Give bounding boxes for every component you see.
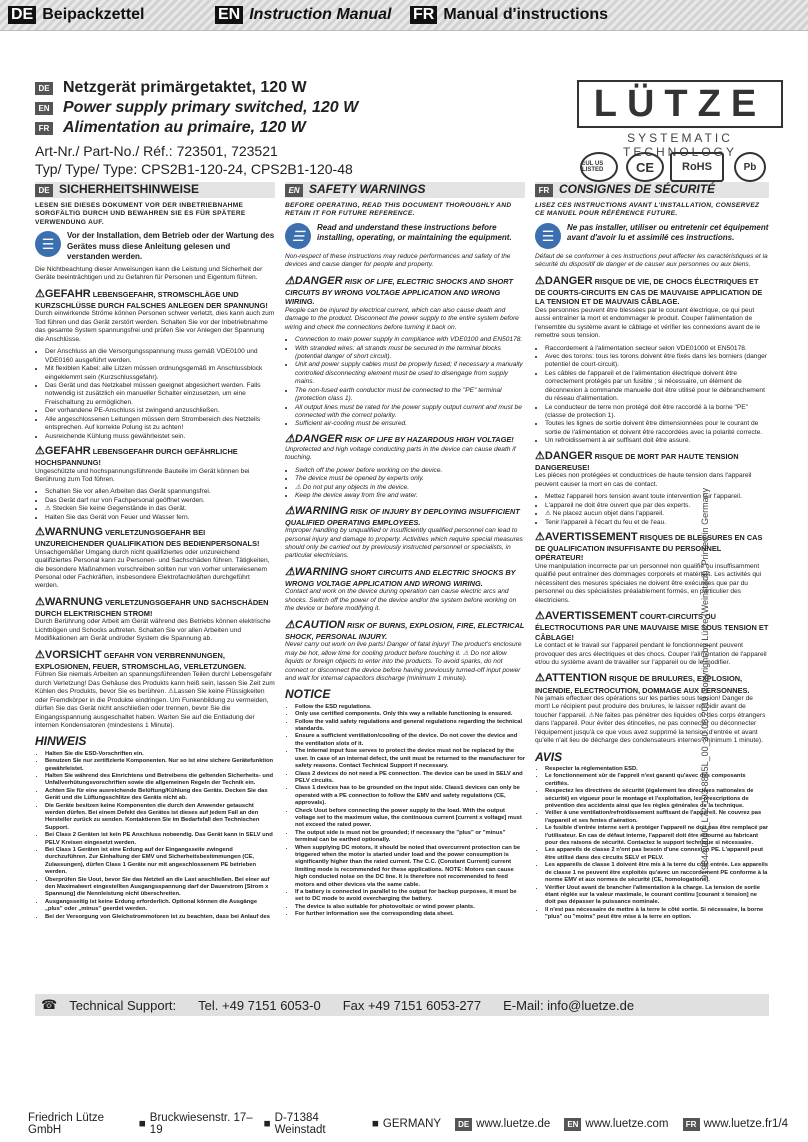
support-email[interactable]: E-Mail: info@luetze.de [503,997,635,1013]
hazard-5-fr: ⚠ATTENTION RISQUE DE BRULURES, EXPLOSION, INCENDIE, ELECTROCUTION, DOMMAGE AUX PERSONNES. [535,672,750,695]
hazard-2-fr: ⚠DANGER RISQUE DE MORT PAR HAUTE TENSION DANGEREUSE! [535,449,739,472]
warning-triangle-icon: ⚠ [285,432,295,445]
warning-triangle-icon: ⚠ [535,274,545,287]
hazard-3-fr: ⚠AVERTISSEMENT RISQUES DE BLESSURES EN CAS DE QUALIFICATION INSUFFISANTE DU PERSONNEL OPÉRATEUR! [535,530,763,563]
hazard-4-en: ⚠WARNING SHORT CIRCUITS AND ELECTRIC SHOCKS BY WRONG VOLTAGE APPLICATION AND WRONG WIRING. [285,565,516,588]
support-fax: Fax +49 7151 6053-277 [342,997,482,1013]
list-fr-1: • Raccordement à l'alimentation secteur selon VDE01000 et EN50178. • Avec des torons: tous les torons doivent être fixés dans les borniers (danger potentiel de court-circuit). • Les câbles de l'appareil et de l'alimentation électrique doivent être correctement protégés par un fusible ; si nécessaire, un élément de déconnexion à commande manuelle doit être utilisé pour le débranchement du réseau d'alimentation. • Le conducteur de terre non protégé doit être raccordé à la borne "PE" (classe de protection 1). • Toutes les lignes de sortie doivent être dimensionnées pour le courant de sortie de l'alimentation et doivent être raccordées avec la polarité correcte. • Un refroidissement à air suffisant doit être assuré. [535,345,769,446]
warning-triangle-icon: ⚠ [285,274,295,287]
read-manual-icon: ☰ [285,223,311,249]
warning-triangle-icon: ⚠ [35,445,45,457]
support-phone: Tel. +49 7151 6053-0 [198,997,321,1013]
title-en: EN Power supply primary switched, 120 W [35,98,535,118]
read-instructions-de: ☰ Vor der Installation, dem Betrieb oder der Wartung des Gerätes muss diese Anleitung gelesen und verstanden werden. [35,231,275,262]
logo-tagline: SYSTEMATIC TECHNOLOGY [622,131,737,159]
read-manual-icon: ☰ [535,223,561,249]
column-fr: FR CONSIGNES DE SÉCURITÉ LISEZ CES INSTRUCTIONS AVANT L'INSTALLATION, CONSERVEZ CE MANUEL POUR RÉFÉRENCE FUTURE. ☰ Ne pas installer, utiliser ou entretenir cet équipement avant d'avoir lu et assimilé ces instructions. Défaut de se conformer à ces instructions peut affecter les caractéristiques et la sécurité du dispositif de danger et de causer aux personnes ou aux biens. ⚠DANGER RISQUE DE VIE, DE CHOCS ÉLECTRIQUES ET DE COURTS-CIRCUITS EN CAS DE MAUVAISE APPLICATION DE LA TENSION ET DE MAUVAIS CÂBLAGE. Des personnes peuvent être blessées par le courant électrique, ce qui peut aussi entraîner la mort et endommager le produit. Couper l'alimentation de l'ensemble du système avant le câblage et vérifier les connexions avant de le remettre sous tension. • Raccordement à l'alimentation secteur selon VDE01000 et EN50178. • Avec des torons: tous les torons doivent être fixés dans les borniers (danger potentiel de court-circuit). • Les câbles de l'appareil et de l'alimentation électrique doivent être correctement protégés par un fusible ; si nécessaire, un élément de déconnexion à commande manuelle doit être utilisé pour le débranchement du réseau d'alimentation. • Le conducteur de terre non protégé doit être raccordé à la borne "PE" (classe de protection 1). • Toutes les lignes de sortie doivent être dimensionnées pour le courant de sortie de l'alimentation et doivent être raccordées avec la polarité correcte. • Un refroidissement à air suffisant doit être assuré. ⚠DANGER RISQUE DE MORT PAR HAUTE TENSION DANGEREUSE! Les pièces non protégées et conductrices de haute tension dans l'appareil peuvent causer la mort en cas de contact. • Mettez l'appareil hors tension avant toute intervention sur l'appareil. • L'appareil ne doit être ouvert que par des experts. • ⚠ Ne placez aucun objet dans l'appareil. • Tenir l'appareil à l'écart du feu et de l'eau. ⚠AVERTISSEMENT RISQUES DE BLESSURES EN CAS DE QUALIFICATION INSUFFISANTE DU PERSONNEL OPÉRATEUR! Une manipulation incorrecte par un personnel non qualifié ou insuffisamment qualifié peut entraîner des dommages corporels et matériels. Les activités qui nécessitent des mesures spéciales ne doivent être exécutées que par du personnel ou des spécialistes préalablement formés, en particulier des électriciens. ⚠AVERTISSEMENT COURT-CIRCUITS OU ÉLECTROCUTIONS PAR UNE MAUVAISE MISE SOUS TENSION ET CÂBLAGE! Le contact et le travail sur l'appareil pendant le fonctionnement peuvent provoquer des arcs électriques et des chocs. Couper l'alimentation de l'appareil et/ou du système avant de travailler sur l'appareil ou de le modifier. ⚠ATTENTION RISQUE DE BRULURES, EXPLOSION, INCENDIE, ELECTROCUTION, DOMMAGE AUX PERSONNES. Ne jamais effectuer des opérations sur les parties sous tension! Danger de mort! Le récipient peut produire des brulures, le laisser refroidir avant de toucher l'appareil. ⚠Ne faites pas pénétrer des liquides ou des corps étrangers dans l'appareil. Pour éviter des étincelles, ne pas connecter ou déconnecter l'équipement jusqu'à ce que vous avez supprimé la tension d'entrée et avant qu'elle n'ait lieu de décharge des condensateurs internes (minimum 1 minute). AVIS • Respecter la réglementation ESD. • Le fonctionnement sûr de l'appreil n'est garanti qu'avec des composants certifiés. • Respectez les directives de sécurité (également les directives nationales de sécurité) en vigueur pour le montage et l'exploitation, les prescriptions de prévention des accidents ainsi que les règles générales de la technique. • Veiller à une ventilation/refroidissement suffisant de l'appareil. Ne couvrez pas l'appareil et ses fentes d'aération. • Le fusible d'entrée interne sert à protéger l'appareil ne doit pas être remplacé par l'utilisateur. En cas de défaut interne, l'appareil doit être retourné au fabricant pour des raisons de sécurité. Contactez le support technique si nécessaire. • Les appareils de classe 2 n'ont pas besoin d'une connexion PE. L'appareil peut être utilisé dans des circuits SELV et PELV. • Les appareils de classe 1 doivent être mis à la terre du côté entrée. Les appareils de classe 1 ne peuvent être exploités qu'avec un raccordement PE conforme à la norme EMV et aux normes de sécurité (CE, homologations). • Vérifier Uout avant de brancher l'alimentation à la charge. La tension de sortie étant réglée sur la valeur maximale, le courant continu [courant x tension] ne doit pas dépasser la puissance nominale. • Il n'est pas nécessaire de mettre à la terre le côté sortie. Si nécessaire, la borne "plus" ou "moins" peut être mise à la terre en option. [535,182,769,920]
ce-mark-icon: CE [626,152,664,182]
hazard-1-fr: ⚠DANGER RISQUE DE VIE, DE CHOCS ÉLECTRIQUES ET DE COURTS-CIRCUITS EN CAS DE MAUVAISE APPLICATION DE LA TENSION ET DE MAUVAIS CÂBLAGE. [535,274,763,307]
logo-wordmark: LÜTZE [577,80,783,128]
list-de-notice: • Halten Sie die ESD-Vorschriften ein. • Benutzen Sie nur zertifizierte Komponenten. Nur so ist eine sichere Gerätefunktion gewährleistet. • Halten Sie während des Einrichtens und Betreibens die geltenden Sicherheits- und Unfallverhütungsvorschriften sowie die allgemeinen Regeln der Technik ein. • Achten Sie für eine ausreichende Belüftung/Kühlung des Geräts. Decken Sie das Gerät und die Lüftungsschlitze des Geräts nicht ab. • Die Geräte besitzen keine Komponenten die durch den Anwender getauscht werden dürfen. Bei einem Defekt des Gerätes ist dieses auf jedem Fall an den Hersteller zurück zu senden. Kontaktieren Sie im Bedarfsfall den Technischen Support. • Bei Class 2 Geräten ist kein PE Anschluss notwendig. Das Gerät kann in SELV und PELV Kreisen eingesetzt werden. • Bei Class 1 Geräten ist eine Erdung auf der Eingangsseite zwingend durchzuführen. Zur Einhaltung der EMV und Sicherheitsbestimmungen (CE, Zulassungen), dürfen Class 1 Geräte nur mit angeschlossenem PE betrieben werden. • Überprüfen Sie Uout, bevor Sie das Netzteil an die Last anschließen. Bei einer auf den Maximalwert eingestellten Ausgangsspannung darf der Dauerstrom [Strom x Spannung] die Nennleistung nicht überschreiten. • Ausgangsseitig ist keine Erdung erforderlich. Optional können die Ausgänge „plus" oder „minus" geerdet werden. • Bei der Versorgung von Gleichstrommotoren ist zu beachten, dass bei Anlauf des [35,751,275,920]
header-de: DE Beipackzettel [8,6,145,24]
link-luetze-de[interactable]: www.luetze.de [476,1118,551,1130]
list-en-1: • Connection to main power supply in compliance with VDE0100 and EN50178. • With stranded wires: all strands must be secured in the terminal blocks (potential danger of short circuit). • Unit and power supply cables must be properly fused; if necessary a manually controlled disconnecting element must be used to disengage from supply mains. • The non-fused earth conductor must be connected to the "PE" terminal (protection class 1). • All output lines must be rated for the power supply output current and must be connected with the correct polarity. • Sufficient air-cooling must be ensured. [285,336,525,429]
intro-en: BEFORE OPERATING, READ THIS DOCUMENT THOROUGHLY AND RETAIN IT FOR FUTURE REFERENCE. [285,202,512,218]
warning-triangle-icon: ⚠ [285,565,295,578]
section-heading-de: DE SICHERHEITSHINWEISE [35,182,275,198]
hazard-3-de: ⚠WARNUNG VERLETZUNGSGEFAHR BEI UNZUREICHENDER QUALIFIKATION DES BEDIENPERSONALS! [35,526,260,549]
hazard-5-en: ⚠CAUTION RISK OF BURNS, EXPLOSION, FIRE, ELECTRICAL SHOCK, PERSONAL INJURY. [285,618,525,641]
hazard-3-en: ⚠WARNING RISK OF INJURY BY DEPLOYING INSUFFICIENT QUALIFIED OPERATING EMPLOYEES. [285,504,520,527]
product-titles [35,78,535,138]
list-en-notice: • Follow the ESD regulations. • Only use certified components. Only this way a reliable functioning is ensured. • Follow the valid safety regulations and general regulations regarding the technical standards. • Ensure a sufficient ventilation/cooling of the device. Do not cover the device and the ventilation slots of it. • The internal input fuse serves to protect the device must not be replaced by the user. In case of an internal defect, the unit must be returned to the manufacturer for safety reasons. Contact Technical Support if necessary. • Class 2 devices do not need a PE connection. The device can be used in SELV and PELV circuits. • Class 1 devices has to be grounded on the input side. Class1 devices can only be operated with a PE connection to follow the EMV and safety regulations (CE, approvals). • Check Uout before connecting the power supply to the load. With the output voltage set to the maximum value, the continuous current [current x voltage] must not exceed the rated power. • The output side is must not be grounded; if necessary the "plus" or "minus" terminal can be earthed optionally. • When supplying DC motors, it should be noted that overcurrent protection can be triggered when the motor is started under load and the power consumption is significantly higher than the rated current. The C.C. (Constant Current) current limiting mode is recommended for these applications. NOTE: Motors can cause high conducted noise on the DC line. It is therefore not recommended to feed motors and other devices via the same cable. • If a battery is connected in parallel to the output for backup purposes, it must be set to DC mode to avoid overcharging the battery. • The device is also suitable for photovoltaic or wind power plants. • For further information see the corresponding data sheet. [285,704,525,919]
column-en: EN SAFETY WARNINGS BEFORE OPERATING, READ THIS DOCUMENT THOROUGHLY AND RETAIN IT FOR FUTURE REFERENCE. ☰ Read and understand these instructions before installing, operating, or maintaining the equipment. Non-respect of these instructions may reduce performances and safety of the devices and cause danger for people and property. ⚠DANGER RISK OF LIFE, ELECTRIC SHOCKS AND SHORT CIRCUITS BY WRONG VOLTAGE APPLICATION AND WRONG WIRING. People can be injured by electrical current, which can also cause death and damage to the product. Disconnect the power supply to the entire system before wiring and check the connections before turning it back on. • Connection to main power supply in compliance with VDE0100 and EN50178. • With stranded wires: all strands must be secured in the terminal blocks (potential danger of short circuit). • Unit and power supply cables must be properly fused; if necessary a manually controlled disconnecting element must be used to disengage from supply mains. • The non-fused earth conductor must be connected to the "PE" terminal (protection class 1). • All output lines must be rated for the power supply output current and must be connected with the correct polarity. • Sufficient air-cooling must be ensured. ⚠DANGER RISK OF LIFE BY HAZARDOUS HIGH VOLTAGE! Unprotected and high voltage conducting parts in the device can cause death if touching. • Switch off the power before working on the device. • The device must be opened by experts only. • ⚠ Do not put any objects in the device. • Keep the device away from fire and water. ⚠WARNING RISK OF INJURY BY DEPLOYING INSUFFICIENT QUALIFIED OPERATING EMPLOYEES. Improper handling by unqualified or insufficiently qualified personnel can lead to personal injury and damage to property. Activities which require special measures should only be carried out by previously instructed personnel or specialists, in particular electricians. ⚠WARNING SHORT CIRCUITS AND ELECTRIC SHOCKS BY WRONG VOLTAGE APPLICATION AND WRONG WIRING. Contact and work on the device during operation can cause electric arcs and shocks. Switch off the power of the device and/or the system before working on the device or before modifying it. ⚠CAUTION RISK OF BURNS, EXPLOSION, FIRE, ELECTRICAL SHOCK, PERSONAL INJURY. Never carry out work on live parts! Danger of fatal injury! The product's enclosure may be hot, allow time for cooling product before touching it. ⚠ Do not allow liquids or foreign objects to enter into the products. To avoid sparks, do not connect or disconnect the device before having previously turned-off input power and wait for internal capacitors discharge (minimum 1 minute). NOTICE • Follow the ESD regulations. • Only use certified components. Only this way a reliable functioning is ensured. • Follow the valid safety regulations and general regulations regarding the technical standards. • Ensure a sufficient ventilation/cooling of the device. Do not cover the device and the ventilation slots of it. • The internal input fuse serves to protect the device must not be replaced by the user. In case of an internal defect, the unit must be returned to the manufacturer for safety reasons. Contact Technical Support if necessary. • Class 2 devices do not need a PE connection. The device can be used in SELV and PELV circuits. • Class 1 devices has to be grounded on the input side. Class1 devices can only be operated with a PE connection to follow the EMV and safety regulations (CE, approvals). • Check Uout before connecting the power supply to the load. With the output voltage set to the maximum value, the continuous current [current x voltage] must not exceed the rated power. • The output side is must not be grounded; if necessary the "plus" or "minus" terminal can be earthed optionally. • When supplying DC motors, it should be noted that overcurrent protection can be triggered when the motor is started under load and the power consumption is significantly higher than the rated current. The C.C. (Constant Current) current limiting mode is recommended for these applications. NOTE: Motors can cause high conducted noise on the DC line. It is therefore not recommended to feed motors and other devices via the same cable. • If a battery is connected in parallel to the output for backup purposes, it must be set to DC mode to avoid overcharging the battery. • The device is also suitable for photovoltaic or wind power plants. • For further information see the corresponding data sheet. [285,182,525,920]
notice-heading-de: HINWEIS [35,734,87,749]
warning-triangle-icon: ⚠ [535,449,545,462]
rohs-icon: RoHS [670,152,724,182]
column-de: DE SICHERHEITSHINWEISE LESEN SIE DIESES DOKUMENT VOR DER INBETRIEBNAHME SORGFÄLTIG DURCH UND BEWAHREN SIE ES FÜR SPÄTERE VERWENDUNG AUF. ☰ Vor der Installation, dem Betrieb oder der Wartung des Gerätes muss diese Anleitung gelesen und verstanden werden. Die Nichtbeachtung dieser Anweisungen kann die Leistung und Sicherheit der Geräte beeinträchtigen und zu Gefahren für Personen und Eigentum führen. ⚠GEFAHR LEBENSGEFAHR, STROMSCHLÄGE UND KURZSCHLÜSSE DURCH FALSCHES ANLEGEN DER SPANNUNG! Durch einwirkende Ströme können Personen schwer verletzt, dies kann auch zum Tod führen und das Gerät zerstört werden. Schalten Sie vor der Inbetriebnahme das gesamte System spannungsfrei und prüfen Sie vor Anlegen der Spannung die Anschlüsse. • Der Anschluss an die Versorgungsspannung muss gemäß VDE0100 und VDE0160 ausgeführt werden. • Mit flexiblen Kabel: alle Litzen müssen ordnungsgemäß im Anschlussblock eingeklemmt sein (Kurzschlussgefahr). • Das Gerät und das Netzkabel müssen geeignet abgesichert werden. Falls notwendig ist zusätzlich ein manueller Schalter einzusetzen, um eine Freischaltung zu ermöglichen. • Der vorhandene PE-Anschluss ist zwingend anzuschließen. • Alle angeschlossenen Leitungen müssen dem Strombereich des Netzteils entsprechen. Auf korrekte Polung ist zu achten! • Ausreichende Kühlung muss gewährleistet sein. ⚠GEFAHR LEBENSGEFAHR DURCH GEFÄHRLICHE HOCHSPANNUNG! Ungeschützte und hochspannungsführende Bauteile im Gerät können bei Berührung zum Tod führen. • Schalten Sie vor allen Arbeiten das Gerät spannungsfrei. • Das Gerät darf nur von Fachpersonal geöffnet werden. • ⚠ Stecken Sie keine Gegenstände in das Gerät. • Halten Sie das Gerät von Feuer und Wasser fern. ⚠WARNUNG VERLETZUNGSGEFAHR BEI UNZUREICHENDER QUALIFIKATION DES BEDIENPERSONALS! Unsachgemäßer Umgang durch nicht qualifiziertes oder unzureichend qualifiziertes Personal kann zu Personen- und Sachschäden führen. Tätigkeiten, die besondere Maßnahmen vorschreiben sollten nur von vorher unterwiesenem Personal oder Fachkräften, insbesondere Elektrofachkräften durchgeführt werden. ⚠WARNUNG VERLETZUNGSGEFAHR UND SACHSCHÄDEN DURCH ELEKTRISCHEN STROM! Durch Berührung oder Arbeit am Gerät während des Betriebs können elektrische Lichtbögen und Schocks auftreten. Schalten Sie vor allen Arbeiten und Modifikationen am Gerät und/oder System die Spannung ab. ⚠VORSICHT GEFAHR VON VERBRENNUNGEN, EXPLOSIONEN, FEUER, STROMSCHLAG, VERLETZUNGEN. Führen Sie niemals Arbeiten an spannungsführenden Teilen durch! Lebensgefahr durch Verletzung! Das Gehäuse des Produkts kann heiß sein, lassen Sie Zeit zum Kühlen des Produkts, bevor Sie es berühren. ⚠Lassen Sie keine Flüssigkeiten oder Fremdkörper in die Produkte eindringen. Um Funkenbildung zu vermeiden, dürfen Sie das Gerät nicht anschließen oder trennen, bevor Sie die Eingangsspannung ausgeschaltet haben. Warten Sie auf die Entladung der internen Kondensatoren (mindestens 1 Minute). HINWEIS • Halten Sie die ESD-Vorschriften ein. • Benutzen Sie nur zertifizierte Komponenten. Nur so ist eine sichere Gerätefunktion gewährleistet. • Halten Sie während des Einrichtens und Betreibens die geltenden Sicherheits- und Unfallverhütungsvorschriften sowie die allgemeinen Regeln der Technik ein. • Achten Sie für eine ausreichende Belüftung/Kühlung des Geräts. Decken Sie das Gerät und die Lüftungsschlitze des Geräts nicht ab. • Die Geräte besitzen keine Komponenten die durch den Anwender getauscht werden dürfen. Bei einem Defekt des Gerätes ist dieses auf jedem Fall an den Hersteller zurück zu senden. Kontaktieren Sie im Bedarfsfall den Technischen Support. • Bei Class 2 Geräten ist kein PE Anschluss notwendig. Das Gerät kann in SELV und PELV Kreisen eingesetzt werden. • Bei Class 1 Geräten ist eine Erdung auf der Eingangsseite zwingend durchzuführen. Zur Einhaltung der EMV und Sicherheitsbestimmungen (CE, Zulassungen), dürfen Class 1 Geräte nur mit angeschlossenem PE betrieben werden. • Überprüfen Sie Uout, bevor Sie das Netzteil an die Last anschließen. Bei einer auf den Maximalwert eingestellten Ausgangsspannung darf der Dauerstrom [Strom x Spannung] die Nennleistung nicht überschreiten. • Ausgangsseitig ist keine Erdung erforderlich. Optional können die Ausgänge „plus" oder „minus" geerdet werden. • Bei der Versorgung von Gleichstrommotoren ist zu beachten, dass bei Anlauf des [35,182,275,920]
intro-fr: LISEZ CES INSTRUCTIONS AVANT L'INSTALLATION, CONSERVEZ CE MANUEL POUR RÉFÉRENCE FUTURE. [535,202,760,218]
ul-listed-icon: cUL US LISTED [580,152,618,182]
list-fr-2: • Mettez l'appareil hors tension avant toute intervention sur l'appareil. • L'appareil ne doit être ouvert que par des experts. • ⚠ Ne placez aucun objet dans l'appareil. • Tenir l'appareil à l'écart du feu et de l'eau. [535,493,769,527]
hazard-2-de: ⚠GEFAHR LEBENSGEFAHR DURCH GEFÄHRLICHE HOCHSPANNUNG! [35,445,238,468]
warning-triangle-icon: ⚠ [285,618,295,631]
hazard-1-en: ⚠DANGER RISK OF LIFE, ELECTRIC SHOCKS AND SHORT CIRCUITS BY WRONG VOLTAGE APPLICATION AND WRONG WIRING. [285,274,513,307]
list-de-2: • Schalten Sie vor allen Arbeiten das Gerät spannungsfrei. • Das Gerät darf nur von Fachpersonal geöffnet werden. • ⚠ Stecken Sie keine Gegenstände in das Gerät. • Halten Sie das Gerät von Feuer und Wasser fern. [35,488,275,522]
header-fr: FR Manual d'instructions [410,6,608,24]
warning-triangle-icon: ⚠ [535,672,545,685]
warning-triangle-icon: ⚠ [535,530,545,543]
read-manual-icon: ☰ [35,231,61,257]
page-number: 1/4 [772,1118,788,1130]
luetze-logo [577,80,783,159]
intro-de: LESEN SIE DIESES DOKUMENT VOR DER INBETRIEBNAHME SORGFÄLTIG DURCH UND BEWAHREN SIE ES FÜR SPÄTERE VERWENDUNG AUF. [35,202,246,226]
read-instructions-en: ☰ Read and understand these instructions before installing, operating, or maintaining the equipment. [285,223,525,249]
technical-support-bar: ☎ Technical Support: Tel. +49 7151 6053-0 Fax +49 7151 6053-277 E-Mail: info@luetze.de [35,994,769,1016]
warning-triangle-icon: ⚠ [35,595,45,608]
hazard-4-de: ⚠WARNUNG VERLETZUNGSGEFAHR UND SACHSCHÄDEN DURCH ELEKTRISCHEN STROM! [35,595,269,618]
lead-free-icon: Pb [734,152,766,182]
warning-triangle-icon: ⚠ [535,610,545,623]
list-fr-notice: • Respecter la réglementation ESD. • Le fonctionnement sûr de l'appreil n'est garanti qu'avec des composants certifiés. • Respectez les directives de sécurité (également les directives nationales de sécurité) en vigueur pour le montage et l'exploitation, les prescriptions de prévention des accidents ainsi que les règles générales de la technique. • Veiller à une ventilation/refroidissement suffisant de l'appareil. Ne couvrez pas l'appareil et ses fentes d'aération. • Le fusible d'entrée interne sert à protéger l'appareil ne doit pas être remplacé par l'utilisateur. En cas de défaut interne, l'appareil doit être retourné au fabricant pour des raisons de sécurité. Contactez le support technique si nécessaire. • Les appareils de classe 2 n'ont pas besoin d'une connexion PE. L'appareil peut être utilisé dans des circuits SELV et PELV. • Les appareils de classe 1 doivent être mis à la terre du côté entrée. Les appareils de classe 1 ne peuvent être exploités qu'avec un raccordement PE conforme à la norme EMV et aux normes de sécurité (CE, homologations). • Vérifier Uout avant de brancher l'alimentation à la charge. La tension de sortie étant réglée sur la valeur maximale, le courant continu [courant x tension] ne doit pas dépasser la puissance nominale. • Il n'est pas nécessaire de mettre à la terre le côté sortie. Si nécessaire, la borne "plus" ou "moins" peut être mise à la terre en option. [535,766,769,920]
warning-triangle-icon: ⚠ [285,504,295,517]
hazard-4-fr: ⚠AVERTISSEMENT COURT-CIRCUITS OU ÉLECTROCUTIONS PAR UNE MAUVAISE MISE SOUS TENSION ET CÂBLAGE! [535,610,769,642]
footer: Friedrich Lütze GmbH ■ Bruckwiesenstr. 17–19 ■ D-71384 Weinstadt ■ GERMANY DE www.luetze.de EN www.luetze.com FR www.luetze.fr 1/4 [28,1112,788,1136]
title-de: DE Netzgerät primärgetaktet, 120 W [35,78,535,98]
hazard-2-en: ⚠DANGER RISK OF LIFE BY HAZARDOUS HIGH VOLTAGE! [285,432,514,445]
notice-heading-fr: AVIS [535,749,563,764]
copyright-vertical: 919844.0000_L72-193-8845L_00_30.08.2019 Copyright by Lütze (Weinstadt), Printed in Germany [700,487,710,880]
header-en: EN Instruction Manual [215,6,391,24]
warning-triangle-icon: ⚠ [35,526,45,539]
link-luetze-fr[interactable]: www.luetze.fr [703,1118,772,1130]
type-number: Typ/ Type/ Type: CPS2B1-120-24, CPS2B1-120-48 [35,161,353,177]
link-luetze-com[interactable]: www.luetze.com [585,1118,669,1130]
phone-icon: ☎ [41,997,58,1012]
list-de-1: • Der Anschluss an die Versorgungsspannung muss gemäß VDE0100 und VDE0160 ausgeführt werden. • Mit flexiblen Kabel: alle Litzen müssen ordnungsgemäß im Anschlussblock eingeklemmt sein (Kurzschlussgefahr). • Das Gerät und das Netzkabel müssen geeignet abgesichert werden. Falls notwendig ist zusätzlich ein manueller Schalter einzusetzen, um eine Freischaltung zu ermöglichen. • Der vorhandene PE-Anschluss ist zwingend anzuschließen. • Alle angeschlossenen Leitungen müssen dem Strombereich des Netzteils entsprechen. Auf korrekte Polung ist zu achten! • Ausreichende Kühlung muss gewährleistet sein. [35,348,275,441]
hazard-5-de: ⚠VORSICHT GEFAHR VON VERBRENNUNGEN, EXPLOSIONEN, FEUER, STROMSCHLAG, VERLETZUNGEN. [35,648,247,671]
read-instructions-fr: ☰ Ne pas installer, utiliser ou entretenir cet équipement avant d'avoir lu et assimilé ces instructions. [535,223,769,249]
warning-triangle-icon: ⚠ [35,648,45,661]
language-header-bar [0,0,808,31]
hazard-1-de: ⚠GEFAHR LEBENSGEFAHR, STROMSCHLÄGE UND KURZSCHLÜSSE DURCH FALSCHES ANLEGEN DER SPANNUNG! [35,287,268,310]
section-heading-fr: FR CONSIGNES DE SÉCURITÉ [535,182,769,198]
list-en-2: • Switch off the power before working on the device. • The device must be opened by experts only. • ⚠ Do not put any objects in the device. • Keep the device away from fire and water. [285,467,525,501]
title-fr: FR Alimentation au primaire, 120 W [35,118,535,138]
section-heading-en: EN SAFETY WARNINGS [285,182,525,198]
part-number: Art-Nr./ Part-No./ Réf.: 723501, 723521 [35,143,278,159]
warning-triangle-icon: ⚠ [35,287,45,300]
notice-heading-en: NOTICE [285,687,331,702]
